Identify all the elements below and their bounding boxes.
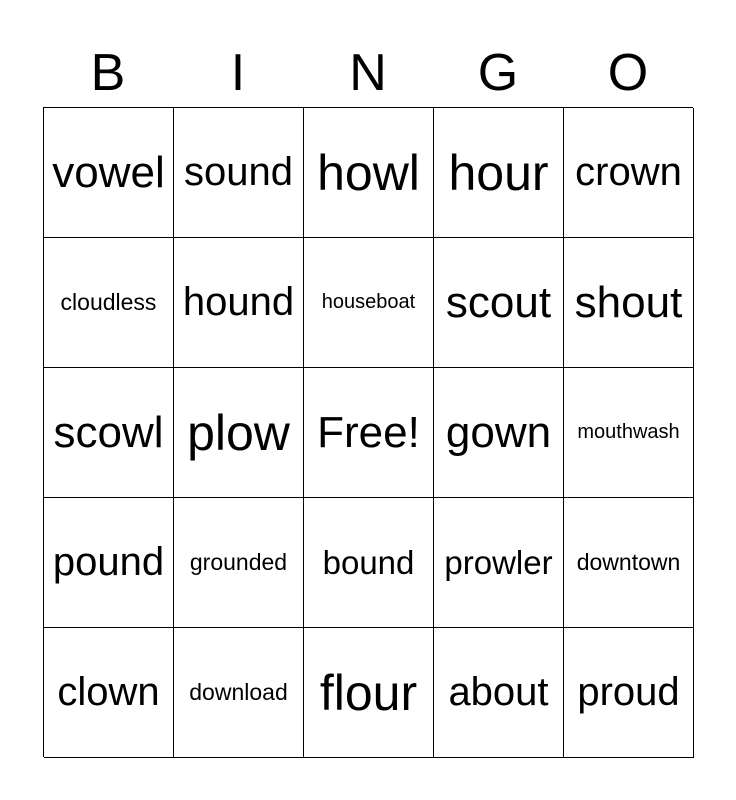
header-letter-b: B [90,44,126,102]
bingo-cell[interactable]: about [434,628,564,758]
bingo-cell[interactable]: crown [564,108,694,238]
bingo-cell[interactable]: houseboat [304,238,434,368]
bingo-cell[interactable]: proud [564,628,694,758]
bingo-cell[interactable]: hound [174,238,304,368]
bingo-header [43,40,693,106]
bingo-cell[interactable]: mouthwash [564,368,694,498]
bingo-cell[interactable]: cloudless [44,238,174,368]
bingo-cell[interactable]: sound [174,108,304,238]
bingo-cell[interactable]: howl [304,108,434,238]
bingo-cell[interactable]: prowler [434,498,564,628]
bingo-cell[interactable]: bound [304,498,434,628]
bingo-cell[interactable]: grounded [174,498,304,628]
bingo-cell[interactable]: shout [564,238,694,368]
bingo-cell[interactable]: scout [434,238,564,368]
bingo-board [43,107,693,757]
bingo-cell[interactable]: clown [44,628,174,758]
bingo-cell[interactable]: plow [174,368,304,498]
bingo-cell[interactable]: scowl [44,368,174,498]
bingo-cell[interactable]: pound [44,498,174,628]
header-letter-o: O [607,44,649,102]
bingo-cell[interactable]: download [174,628,304,758]
header-letter-g: G [477,44,519,102]
bingo-cell[interactable]: vowel [44,108,174,238]
header-letter-i: I [230,44,246,102]
bingo-cell[interactable]: hour [434,108,564,238]
free-space-cell[interactable]: Free! [304,368,434,498]
bingo-cell[interactable]: downtown [564,498,694,628]
bingo-cell[interactable]: flour [304,628,434,758]
bingo-cell[interactable]: gown [434,368,564,498]
header-letter-n: N [349,44,387,102]
